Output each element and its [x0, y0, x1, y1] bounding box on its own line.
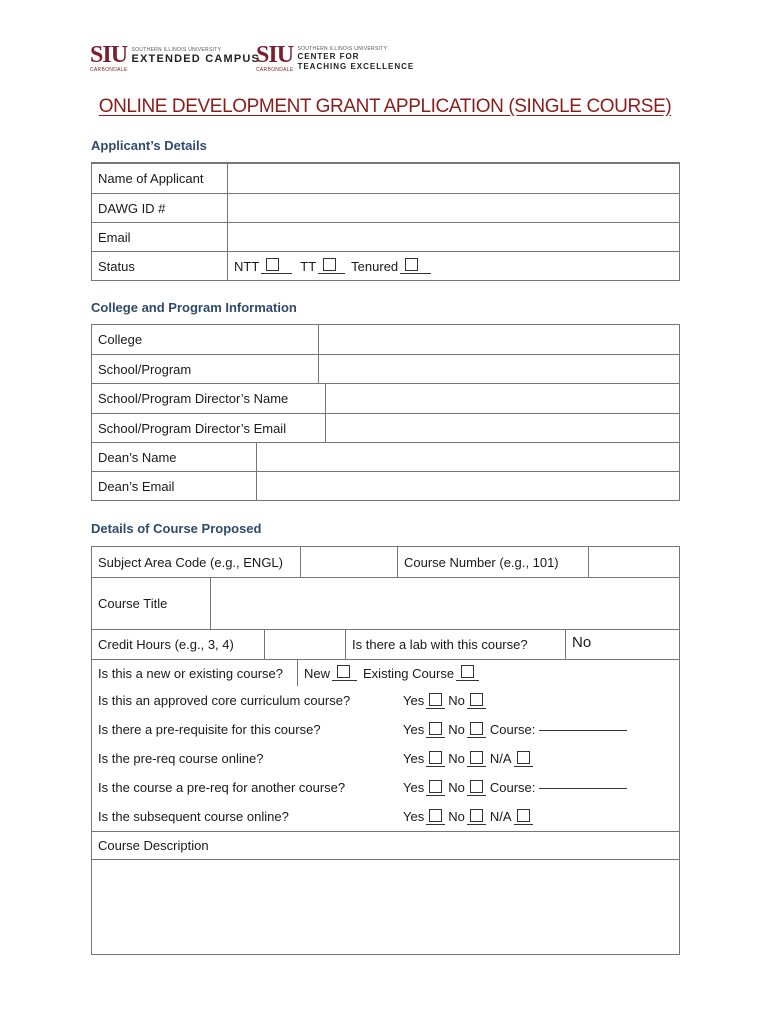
prereq-no-label: No	[448, 722, 465, 737]
college-label: College	[98, 332, 143, 347]
prereq-question: Is there a pre-requisite for this course?	[98, 722, 321, 737]
subsequent-question: Is the subsequent course online?	[98, 809, 289, 824]
prereq-for-yes-label: Yes	[403, 780, 425, 795]
core-no-checkbox[interactable]	[470, 693, 483, 706]
description-label: Course Description	[98, 838, 209, 853]
status-label: Status	[98, 258, 135, 274]
subsequent-row	[92, 802, 679, 831]
director-name-input[interactable]	[326, 384, 679, 413]
prereq-options	[397, 715, 679, 744]
subsequent-no-checkbox[interactable]	[470, 809, 483, 822]
prereq-course-label: Course:	[489, 722, 536, 737]
siu-mark-sub: CARBONDALE	[256, 67, 294, 73]
extended-campus-logo	[90, 44, 260, 74]
director-name-row	[92, 383, 679, 413]
new-label: New	[304, 665, 331, 681]
prereq-for-course-label: Course:	[489, 780, 536, 795]
course-table	[91, 546, 680, 955]
logo-center-for: CENTER FOR	[297, 52, 360, 61]
core-options	[397, 686, 679, 715]
college-row	[92, 325, 679, 354]
dawg-id-input[interactable]	[228, 194, 679, 222]
prereq-yes-label: Yes	[403, 722, 425, 737]
applicant-name-input[interactable]	[228, 164, 679, 193]
new-existing-options	[298, 660, 679, 686]
prereq-for-row	[92, 773, 679, 802]
prereq-online-na-checkbox[interactable]	[517, 751, 530, 764]
prereq-online-question: Is the pre-req course online?	[98, 751, 264, 766]
director-email-label: School/Program Director’s Email	[98, 420, 287, 436]
description-input[interactable]	[92, 859, 679, 954]
prereq-online-yes-checkbox[interactable]	[429, 751, 442, 764]
logo-university-line: SOUTHERN ILLINOIS UNIVERSITY	[297, 46, 388, 52]
credit-label: Credit Hours (e.g., 3, 4)	[98, 637, 234, 652]
dean-name-row	[92, 442, 679, 471]
siu-mark: SIU	[90, 42, 128, 68]
core-question: Is this an approved core curriculum course?	[98, 693, 351, 708]
school-label: School/Program	[98, 361, 192, 377]
status-tt-label: TT	[300, 258, 317, 274]
dean-email-input[interactable]	[257, 472, 679, 500]
new-checkbox[interactable]	[337, 665, 350, 678]
prereq-no-checkbox[interactable]	[470, 722, 483, 735]
subject-row	[92, 547, 679, 577]
subject-label: Subject Area Code (e.g., ENGL)	[98, 554, 283, 570]
prereq-online-no-checkbox[interactable]	[470, 751, 483, 764]
core-yes-label: Yes	[403, 693, 425, 708]
prereq-row	[92, 715, 679, 744]
status-ntt-checkbox[interactable]	[266, 258, 279, 271]
prereq-for-options	[397, 773, 679, 802]
lab-value[interactable]: No	[572, 634, 592, 651]
status-tenured-label: Tenured	[351, 258, 399, 274]
applicant-name-row	[92, 163, 679, 193]
prereq-online-row	[92, 744, 679, 773]
status-tt-checkbox[interactable]	[323, 258, 336, 271]
school-row	[92, 354, 679, 383]
existing-label: Existing Course	[363, 665, 455, 681]
subject-input[interactable]	[301, 547, 397, 577]
existing-checkbox[interactable]	[461, 665, 474, 678]
subsequent-na-label: N/A	[489, 809, 512, 824]
status-options	[228, 252, 679, 280]
logo-teaching-excellence: TEACHING EXCELLENCE	[297, 62, 415, 71]
lab-label: Is there a lab with this course?	[352, 637, 528, 652]
prereq-online-na-label: N/A	[489, 751, 512, 766]
email-input[interactable]	[228, 223, 679, 251]
dean-name-label: Dean’s Name	[98, 449, 177, 465]
cte-logo	[256, 44, 414, 74]
subsequent-options	[397, 802, 679, 831]
course-number-input[interactable]	[589, 547, 679, 577]
credit-input[interactable]	[265, 630, 345, 659]
email-row	[92, 222, 679, 251]
credit-row	[92, 629, 679, 659]
director-email-row	[92, 413, 679, 442]
school-input[interactable]	[319, 355, 679, 383]
siu-mark-sub: CARBONDALE	[90, 67, 128, 73]
page-title: ONLINE DEVELOPMENT GRANT APPLICATION (SINGLE COURSE)	[98, 96, 672, 117]
logo-university-line: SOUTHERN ILLINOIS UNIVERSITY	[131, 47, 222, 53]
prereq-online-no-label: No	[448, 751, 465, 766]
new-existing-row	[92, 659, 679, 686]
applicant-name-label: Name of Applicant	[98, 171, 204, 186]
prereq-course-input[interactable]	[539, 729, 627, 731]
prereq-for-no-checkbox[interactable]	[470, 780, 483, 793]
subsequent-no-label: No	[448, 809, 465, 824]
dean-email-label: Dean’s Email	[98, 478, 175, 494]
course-number-label: Course Number (e.g., 101)	[404, 554, 559, 570]
status-ntt-label: NTT	[234, 258, 260, 274]
college-table	[91, 324, 680, 501]
status-tenured-checkbox[interactable]	[405, 258, 418, 271]
subsequent-yes-checkbox[interactable]	[429, 809, 442, 822]
prereq-yes-checkbox[interactable]	[429, 722, 442, 735]
dean-email-row	[92, 471, 679, 500]
college-heading: College and Program Information	[91, 300, 297, 315]
prereq-for-no-label: No	[448, 780, 465, 795]
prereq-for-yes-checkbox[interactable]	[429, 780, 442, 793]
course-title-row	[92, 577, 679, 629]
dawg-id-row	[92, 193, 679, 222]
director-name-label: School/Program Director’s Name	[98, 391, 289, 406]
prereq-for-course-input[interactable]	[539, 787, 627, 789]
course-title-input[interactable]	[211, 578, 679, 629]
prereq-online-options	[397, 744, 679, 773]
status-row	[92, 251, 679, 280]
siu-mark: SIU	[256, 42, 294, 68]
subsequent-yes-label: Yes	[403, 809, 425, 824]
core-yes-checkbox[interactable]	[429, 693, 442, 706]
applicant-heading: Applicant’s Details	[91, 138, 207, 153]
subsequent-na-checkbox[interactable]	[517, 809, 530, 822]
new-existing-question: Is this a new or existing course?	[98, 665, 283, 681]
email-label: Email	[98, 229, 131, 245]
prereq-for-question: Is the course a pre-req for another course?	[98, 780, 346, 795]
course-title-label: Course Title	[98, 596, 168, 611]
logo-extended-campus: EXTENDED CAMPUS	[131, 53, 261, 65]
applicant-table	[91, 162, 680, 281]
director-email-input[interactable]	[326, 414, 679, 442]
dean-name-input[interactable]	[257, 443, 679, 471]
dawg-id-label: DAWG ID #	[98, 200, 166, 216]
prereq-online-yes-label: Yes	[403, 751, 425, 766]
core-no-label: No	[448, 693, 465, 708]
college-input[interactable]	[319, 325, 679, 354]
course-heading: Details of Course Proposed	[91, 521, 262, 536]
description-row	[92, 831, 679, 859]
core-row	[92, 686, 679, 715]
